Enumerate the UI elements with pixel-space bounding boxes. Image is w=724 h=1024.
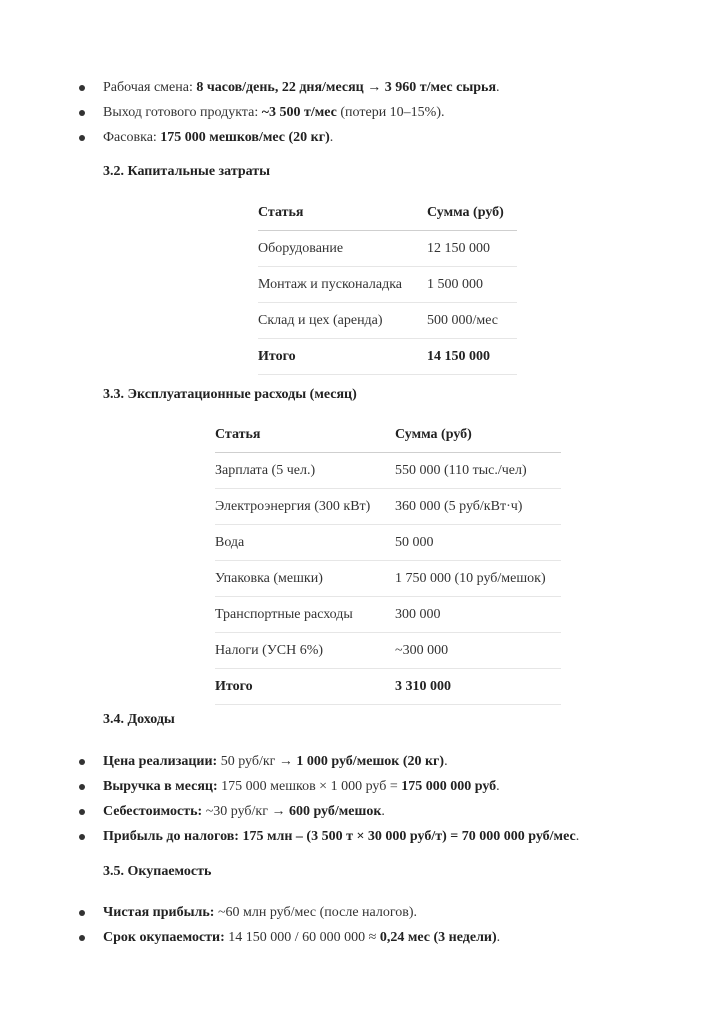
list-item: Выручка в месяц: 175 000 мешков × 1 000 руб = 175 000 000 руб. [79, 774, 579, 799]
amount-cell: 1 500 000 [427, 267, 517, 303]
total-amount: 3 310 000 [395, 669, 561, 705]
list-item: Рабочая смена: 8 часов/день, 22 дня/месяц → 3 960 т/мес сырья. [79, 75, 500, 100]
amount-cell: ~300 000 [395, 633, 561, 669]
item-cell: Зарплата (5 чел.) [215, 453, 395, 489]
table-row [258, 303, 517, 339]
item-cell: Налоги (УСН 6%) [215, 633, 395, 669]
table-row [215, 453, 561, 489]
item-cell: Электроэнергия (300 кВт) [215, 489, 395, 525]
capex-table [258, 195, 517, 375]
income-list [79, 749, 579, 849]
column-header: Сумма (руб) [395, 417, 561, 453]
production-list [79, 75, 500, 150]
item-cell: Упаковка (мешки) [215, 561, 395, 597]
list-item: Фасовка: 175 000 мешков/мес (20 кг). [79, 125, 500, 150]
list-item: Прибыль до налогов: 175 млн – (3 500 т × 30 000 руб/т) = 70 000 000 руб/мес. [79, 824, 579, 849]
amount-cell: 50 000 [395, 525, 561, 561]
list-item: Выход готового продукта: ~3 500 т/мес (потери 10–15%). [79, 100, 500, 125]
total-label: Итого [215, 669, 395, 705]
total-row [258, 339, 517, 375]
item-cell: Оборудование [258, 231, 427, 267]
total-label: Итого [258, 339, 427, 375]
payback-heading: 3.5. Окупаемость [103, 864, 212, 879]
list-item: Цена реализации: 50 руб/кг → 1 000 руб/мешок (20 кг). [79, 749, 579, 774]
table-row [258, 231, 517, 267]
amount-cell: 1 750 000 (10 руб/мешок) [395, 561, 561, 597]
table-row [215, 489, 561, 525]
amount-cell: 550 000 (110 тыс./чел) [395, 453, 561, 489]
item-cell: Монтаж и пусконаладка [258, 267, 427, 303]
income-heading: 3.4. Доходы [103, 712, 175, 727]
item-cell: Вода [215, 525, 395, 561]
item-cell: Транспортные расходы [215, 597, 395, 633]
item-cell: Склад и цех (аренда) [258, 303, 427, 339]
table-row [215, 525, 561, 561]
list-item: Чистая прибыль: ~60 млн руб/мес (после налогов). [79, 900, 500, 925]
opex-heading: 3.3. Эксплуатационные расходы (месяц) [103, 387, 357, 402]
opex-table [215, 417, 561, 705]
column-header: Статья [215, 417, 395, 453]
total-amount: 14 150 000 [427, 339, 517, 375]
amount-cell: 500 000/мес [427, 303, 517, 339]
table-header-row [258, 195, 517, 231]
table-row [215, 633, 561, 669]
list-item: Себестоимость: ~30 руб/кг → 600 руб/мешок. [79, 799, 579, 824]
payback-list [79, 900, 500, 950]
amount-cell: 300 000 [395, 597, 561, 633]
total-row [215, 669, 561, 705]
capex-heading: 3.2. Капитальные затраты [103, 164, 271, 179]
table-row [258, 267, 517, 303]
amount-cell: 360 000 (5 руб/кВт·ч) [395, 489, 561, 525]
column-header: Статья [258, 195, 427, 231]
table-header-row [215, 417, 561, 453]
list-item: Срок окупаемости: 14 150 000 / 60 000 000 ≈ 0,24 мес (3 недели). [79, 925, 500, 950]
table-row [215, 561, 561, 597]
amount-cell: 12 150 000 [427, 231, 517, 267]
column-header: Сумма (руб) [427, 195, 517, 231]
table-row [215, 597, 561, 633]
